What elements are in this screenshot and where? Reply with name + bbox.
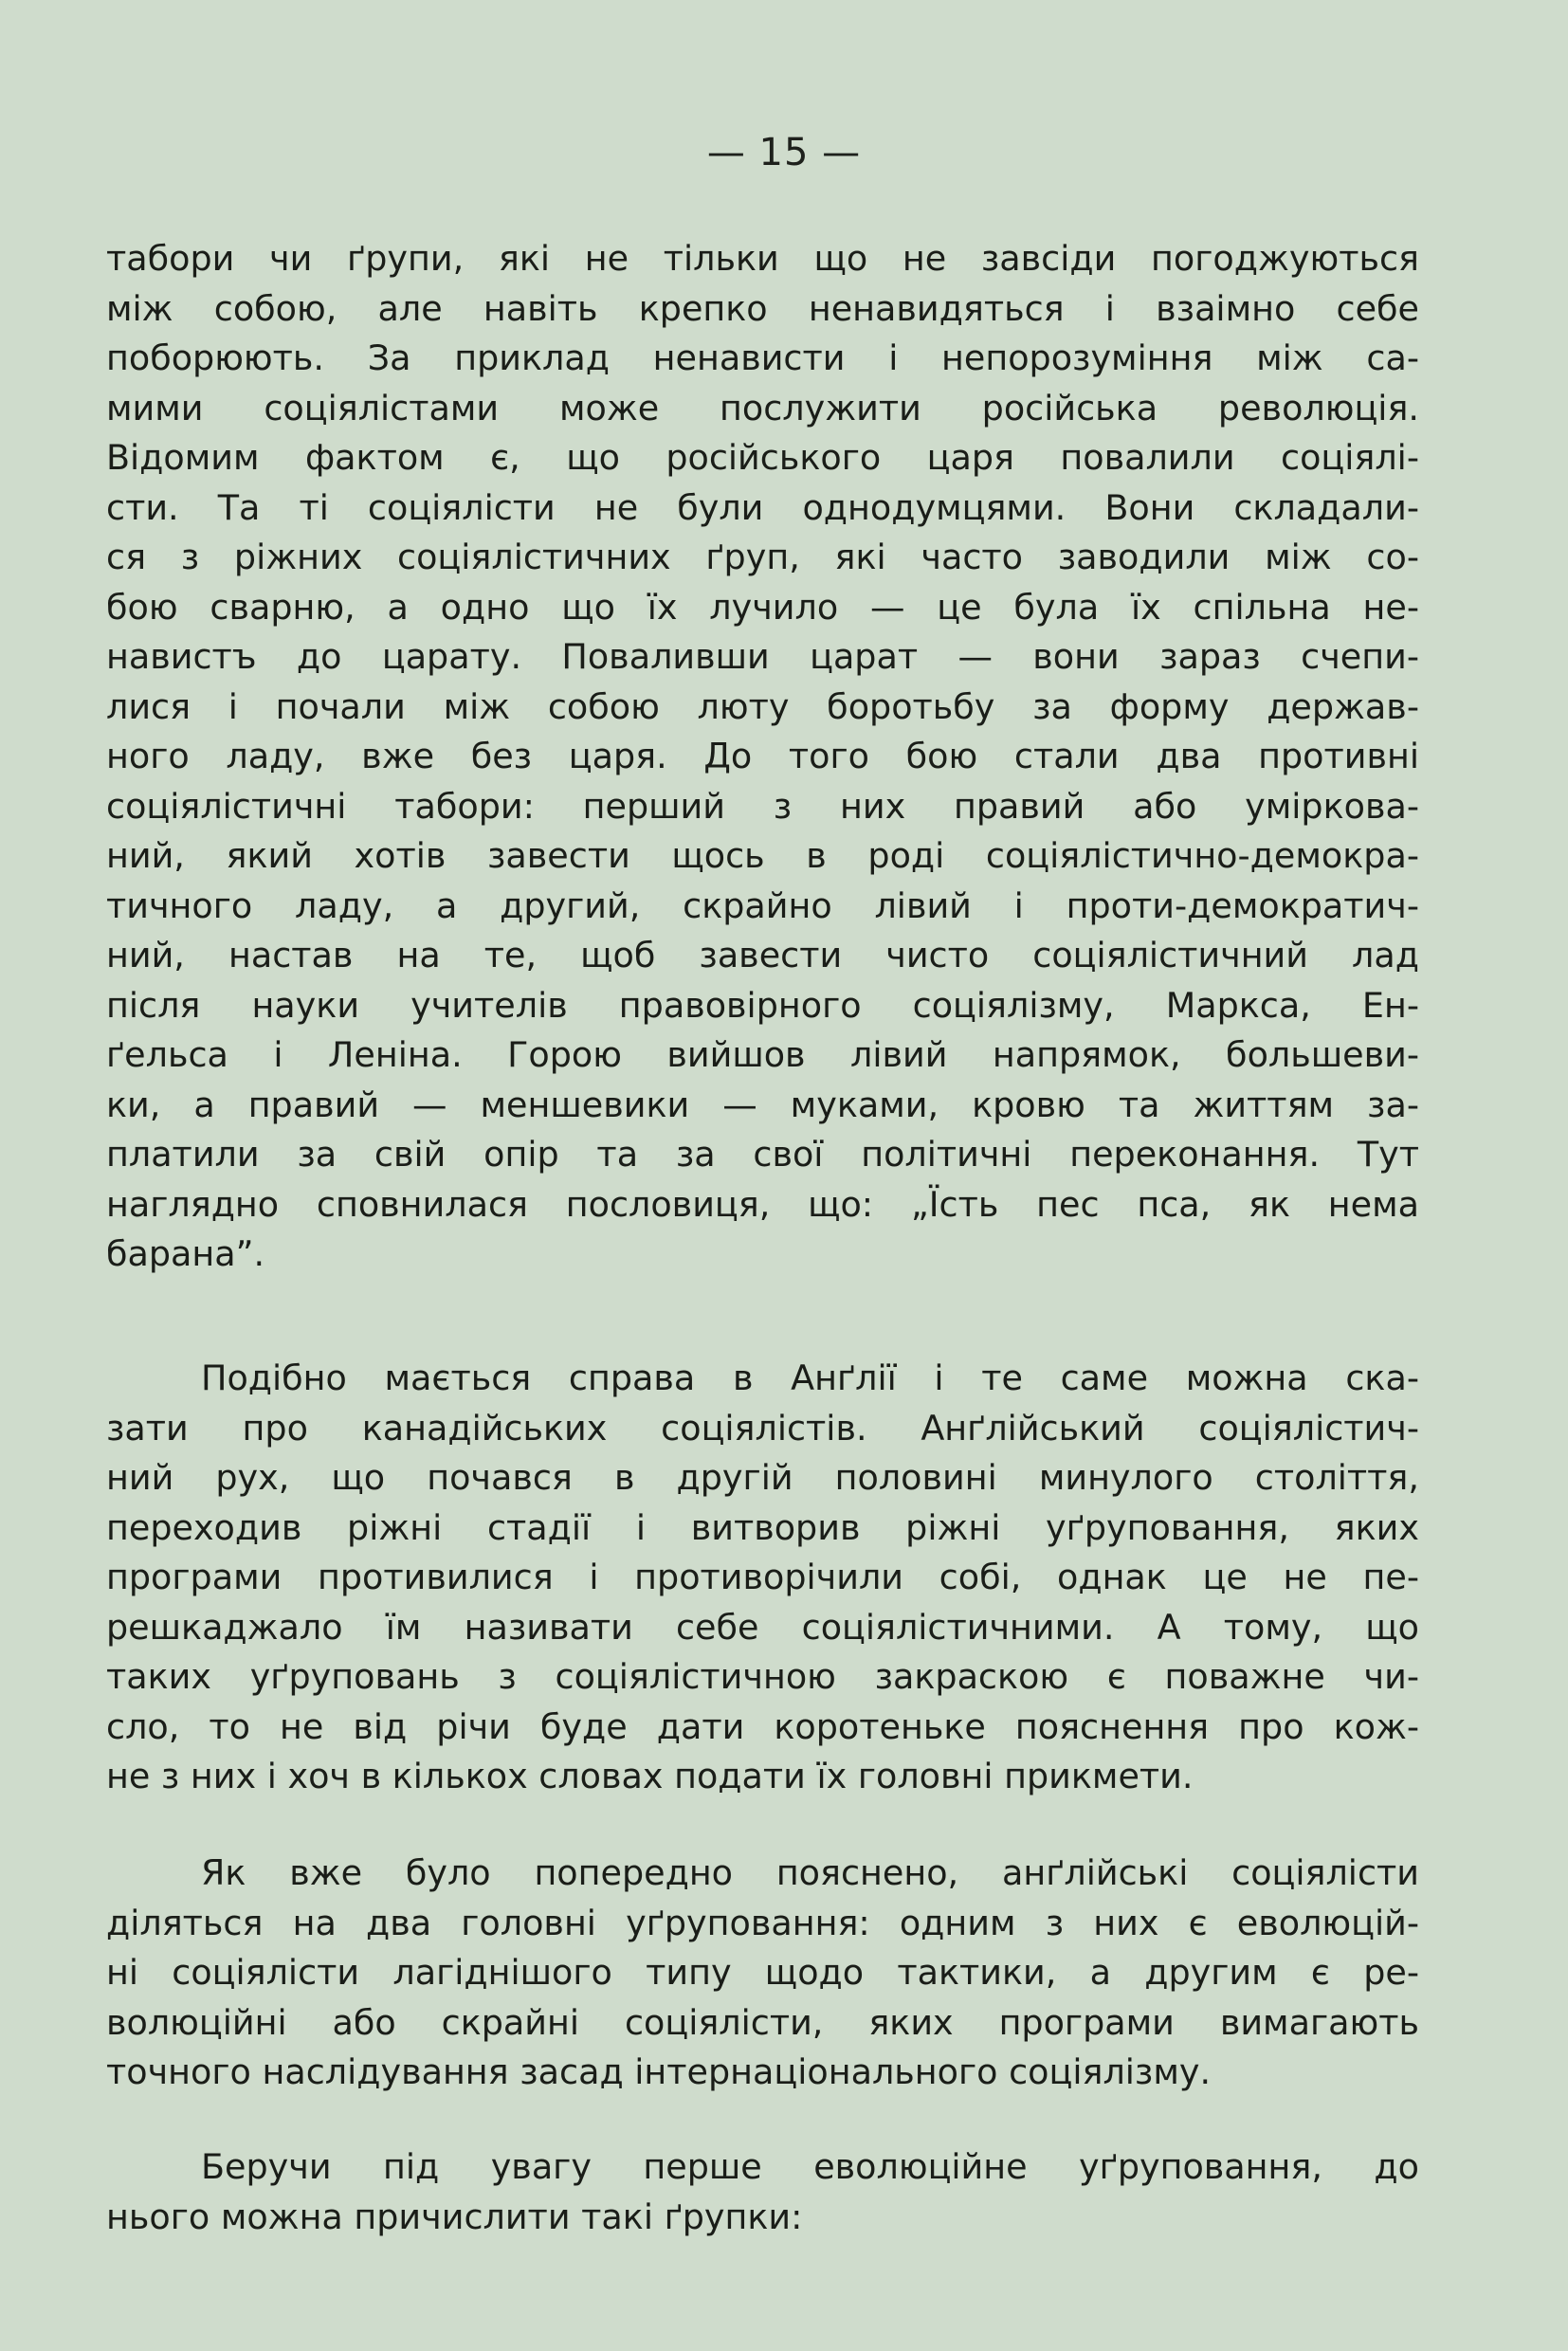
text-line: Як вже було попередно пояснено, анґлійські соціялісти bbox=[201, 1852, 1419, 1893]
text-line: поборюють. За приклад ненависти і непорозуміння між са- bbox=[106, 337, 1419, 378]
text-line: решкаджало їм називати себе соціялістичними. А тому, що bbox=[106, 1606, 1419, 1648]
text-line: ґельса і Леніна. Горою вийшов лівий напрямок, большеви- bbox=[106, 1034, 1419, 1075]
page-number: — 15 — bbox=[706, 131, 862, 174]
text-line: бою сварню, а одно що їх лучило — це була їх спільна не- bbox=[106, 586, 1419, 628]
text-line: нього можна причислити такі ґрупки: bbox=[106, 2196, 803, 2237]
text-line: діляться на два головні уґруповання: одним з них є еволюцій- bbox=[106, 1902, 1419, 1943]
text-line: волюційні або скрайні соціялісти, яких програми вимагають bbox=[106, 2001, 1419, 2043]
text-line: ки, а правий — меншевики — муками, кровю та життям за- bbox=[106, 1084, 1419, 1125]
paragraph-1 bbox=[106, 234, 1419, 1280]
text-line: точного наслідування засад інтернаціонального соціялізму. bbox=[106, 2051, 1212, 2092]
text-line: Беручи під увагу перше еволюційне уґруповання, до bbox=[201, 2146, 1419, 2187]
text-line: ся з ріжних соціялістичних ґруп, які часто заводили між со- bbox=[106, 537, 1419, 577]
text-line: таких уґруповань з соціялістичною закраскою є поважне чи- bbox=[106, 1656, 1419, 1697]
text-line: після науки учителів правовірного соціялізму, Маркса, Ен- bbox=[106, 984, 1419, 1026]
text-line: ні соціялісти лагіднішого типу щодо тактики, а другим є ре- bbox=[106, 1952, 1419, 1993]
text-line: соціялістичні табори: перший з них правий або уміркова- bbox=[106, 785, 1419, 827]
text-line: барана”. bbox=[106, 1233, 265, 1274]
text-line: тичного ладу, а другий, скрайно лівий і проти-демократич- bbox=[106, 884, 1419, 926]
text-line: ний, настав на те, щоб завести чисто соціялістичний лад bbox=[106, 935, 1419, 975]
text-line: платили за свій опір та за свої політичні переконання. Тут bbox=[106, 1134, 1419, 1175]
text-line: наглядно сповнилася пословиця, що: „Їсть пес пса, як нема bbox=[106, 1183, 1419, 1225]
paragraph-4 bbox=[106, 2142, 1419, 2242]
text-line: лися і почали між собою люту боротьбу за форму держав- bbox=[106, 685, 1419, 727]
text-line: навистъ до царату. Поваливши царат — вони зараз счепи- bbox=[106, 636, 1419, 677]
paragraph-3 bbox=[106, 1849, 1419, 2098]
text-line: ного ладу, вже без царя. До того бою стали два противні bbox=[106, 736, 1419, 776]
text-line: табори чи ґрупи, які не тільки що не завсіди погоджуються bbox=[106, 238, 1419, 279]
text-line: мими соціялістами може послужити російська революція. bbox=[106, 387, 1419, 428]
text-line: Відомим фактом є, що російського царя повалили соціялі- bbox=[106, 437, 1419, 478]
text-line: Подібно мається справа в Анґлії і те саме можна ска- bbox=[201, 1358, 1419, 1398]
text-line: сти. Та ті соціялісти не були однодумцями. Вони складали- bbox=[106, 486, 1419, 528]
text-line: сло, то не від річи буде дати коротеньке пояснення про кож- bbox=[106, 1705, 1419, 1747]
text-line: переходив ріжні стадії і витворив ріжні уґруповання, яких bbox=[106, 1506, 1419, 1548]
text-line: програми противилися і противорічили собі, однак це не пе- bbox=[106, 1557, 1419, 1597]
text-line: ний рух, що почався в другій половині минулого століття, bbox=[106, 1457, 1419, 1498]
text-line: зати про канадійських соціялістів. Анґлійський соціялістич- bbox=[106, 1407, 1419, 1449]
text-line: між собою, але навіть крепко ненавидяться і взаімно себе bbox=[106, 287, 1419, 329]
text-line: не з них і хоч в кількох словах подати їх головні прикмети. bbox=[106, 1756, 1194, 1796]
paragraph-2 bbox=[106, 1354, 1419, 1802]
text-line: ний, який хотів завести щось в роді соціялістично-демокра- bbox=[106, 835, 1419, 876]
